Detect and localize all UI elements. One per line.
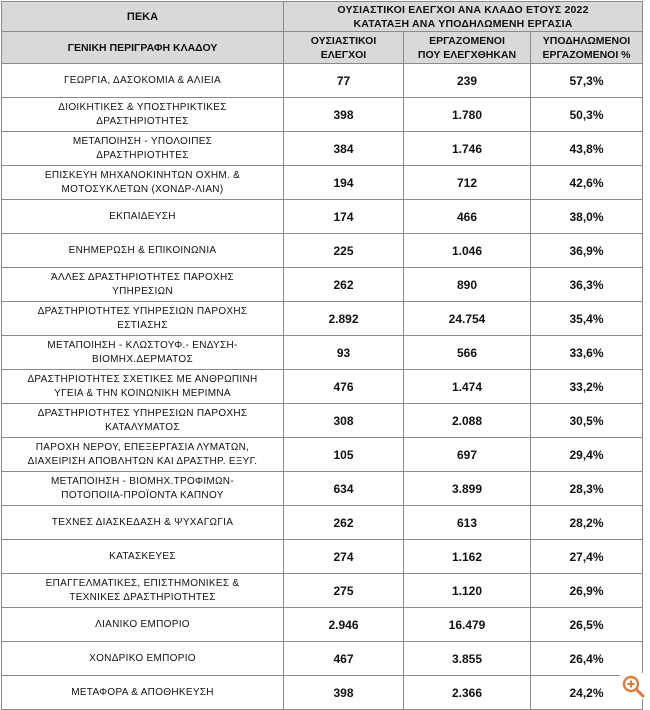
- checks-count: 398: [284, 98, 404, 132]
- workers-checked: 1.120: [404, 574, 531, 608]
- checks-count: 262: [284, 268, 404, 302]
- checks-count: 308: [284, 404, 404, 438]
- table-row: [2, 64, 643, 98]
- sector-name: ΚΑΤΑΣΚΕΥΕΣ: [2, 540, 284, 574]
- workers-checked: 2.366: [404, 676, 531, 710]
- table-row: [2, 336, 643, 370]
- sector-name: ΧΟΝΔΡΙΚΟ ΕΜΠΟΡΙΟ: [2, 642, 284, 676]
- column-header-undeclared: ΥΠΟΔΗΛΩΜΕΝΟΙ ΕΡΓΑΖΟΜΕΝΟΙ %: [531, 32, 643, 64]
- table-row: [2, 540, 643, 574]
- sector-name: ΔΡΑΣΤΗΡΙΟΤΗΤΕΣ ΥΠΗΡΕΣΙΩΝ ΠΑΡΟΧΗΣ ΚΑΤΑΛΥΜΑΤΟΣ: [2, 404, 284, 438]
- sector-name: ΔΡΑΣΤΗΡΙΟΤΗΤΕΣ ΣΧΕΤΙΚΕΣ ΜΕ ΑΝΘΡΩΠΙΝΗ ΥΓΕΙΑ & ΤΗΝ ΚΟΙΝΩΝΙΚΗ ΜΕΡΙΜΝΑ: [2, 370, 284, 404]
- checks-count: 2.946: [284, 608, 404, 642]
- table-row: [2, 268, 643, 302]
- checks-count: 398: [284, 676, 404, 710]
- checks-count: 194: [284, 166, 404, 200]
- column-header-workers: ΕΡΓΑΖΟΜΕΝΟΙ ΠΟΥ ΕΛΕΓΧΘΗΚΑΝ: [404, 32, 531, 64]
- workers-checked: 3.899: [404, 472, 531, 506]
- workers-checked: 697: [404, 438, 531, 472]
- workers-checked: 1.046: [404, 234, 531, 268]
- undeclared-percent: 42,6%: [531, 166, 643, 200]
- undeclared-percent: 43,8%: [531, 132, 643, 166]
- workers-checked: 466: [404, 200, 531, 234]
- undeclared-percent: 33,6%: [531, 336, 643, 370]
- undeclared-percent: 26,9%: [531, 574, 643, 608]
- table-row: [2, 404, 643, 438]
- undeclared-percent: 30,5%: [531, 404, 643, 438]
- sector-name: ΤΕΧΝΕΣ ΔΙΑΣΚΕΔΑΣΗ & ΨΥΧΑΓΩΓΙΑ: [2, 506, 284, 540]
- column-header-sector: ΓΕΝΙΚΗ ΠΕΡΙΓΡΑΦΗ ΚΛΑΔΟΥ: [2, 32, 284, 64]
- region-header: ΠΕΚΑ: [2, 2, 284, 32]
- undeclared-percent: 57,3%: [531, 64, 643, 98]
- sector-name: ΕΠΑΓΓΕΛΜΑΤΙΚΕΣ, ΕΠΙΣΤΗΜΟΝΙΚΕΣ & ΤΕΧΝΙΚΕΣ ΔΡΑΣΤΗΡΙΟΤΗΤΕΣ: [2, 574, 284, 608]
- undeclared-percent: 24,2%: [531, 676, 643, 710]
- undeclared-percent: 38,0%: [531, 200, 643, 234]
- table-row: [2, 166, 643, 200]
- undeclared-percent: 36,9%: [531, 234, 643, 268]
- undeclared-percent: 28,2%: [531, 506, 643, 540]
- checks-count: 2.892: [284, 302, 404, 336]
- checks-count: 93: [284, 336, 404, 370]
- table-row: [2, 472, 643, 506]
- table-title-line1: ΟΥΣΙΑΣΤΙΚΟΙ ΕΛΕΓΧΟΙ ΑΝΑ ΚΛΑΔΟ ΕΤΟΥΣ 2022: [337, 3, 589, 16]
- sector-name: ΜΕΤΑΦΟΡΑ & ΑΠΟΘΗΚΕΥΣΗ: [2, 676, 284, 710]
- sector-checks-table: [1, 1, 643, 710]
- workers-checked: 1.162: [404, 540, 531, 574]
- sector-name: ΕΝΗΜΕΡΩΣΗ & ΕΠΙΚΟΙΝΩΝΙΑ: [2, 234, 284, 268]
- sector-name: ΕΚΠΑΙΔΕΥΣΗ: [2, 200, 284, 234]
- workers-checked: 890: [404, 268, 531, 302]
- table-title: [284, 2, 643, 32]
- sector-name: ΜΕΤΑΠΟΙΗΣΗ - ΚΛΩΣΤΟΥΦ.- ΕΝΔΥΣΗ- ΒΙΟΜΗΧ.ΔΕΡΜΑΤΟΣ: [2, 336, 284, 370]
- sector-name: ΔΙΟΙΚΗΤΙΚΕΣ & ΥΠΟΣΤΗΡΙΚΤΙΚΕΣ ΔΡΑΣΤΗΡΙΟΤΗΤΕΣ: [2, 98, 284, 132]
- checks-count: 225: [284, 234, 404, 268]
- workers-checked: 566: [404, 336, 531, 370]
- table-row: [2, 132, 643, 166]
- workers-checked: 239: [404, 64, 531, 98]
- checks-count: 384: [284, 132, 404, 166]
- checks-count: 262: [284, 506, 404, 540]
- undeclared-percent: 33,2%: [531, 370, 643, 404]
- undeclared-percent: 50,3%: [531, 98, 643, 132]
- workers-checked: 613: [404, 506, 531, 540]
- checks-count: 77: [284, 64, 404, 98]
- sector-name: ΓΕΩΡΓΙΑ, ΔΑΣΟΚΟΜΙΑ & ΑΛΙΕΙΑ: [2, 64, 284, 98]
- workers-checked: 1.746: [404, 132, 531, 166]
- table-row: [2, 200, 643, 234]
- checks-count: 476: [284, 370, 404, 404]
- zoom-button[interactable]: [620, 673, 646, 699]
- undeclared-percent: 35,4%: [531, 302, 643, 336]
- column-header-checks: ΟΥΣΙΑΣΤΙΚΟΙ ΕΛΕΓΧΟΙ: [284, 32, 404, 64]
- workers-checked: 1.780: [404, 98, 531, 132]
- workers-checked: 24.754: [404, 302, 531, 336]
- checks-count: 634: [284, 472, 404, 506]
- undeclared-percent: 28,3%: [531, 472, 643, 506]
- table-row: [2, 574, 643, 608]
- workers-checked: 16.479: [404, 608, 531, 642]
- undeclared-percent: 27,4%: [531, 540, 643, 574]
- undeclared-percent: 36,3%: [531, 268, 643, 302]
- checks-count: 174: [284, 200, 404, 234]
- table-title-line2: ΚΑΤΑΤΑΞΗ ΑΝΑ ΥΠΟΔΗΛΩΜΕΝΗ ΕΡΓΑΣΙΑ: [353, 17, 573, 30]
- undeclared-percent: 26,4%: [531, 642, 643, 676]
- sector-name: ΠΑΡΟΧΗ ΝΕΡΟΥ, ΕΠΕΞΕΡΓΑΣΙΑ ΛΥΜΑΤΩΝ, ΔΙΑΧΕΙΡΙΣΗ ΑΠΟΒΛΗΤΩΝ ΚΑΙ ΔΡΑΣΤΗΡ. ΕΞΥΓ.: [2, 438, 284, 472]
- undeclared-percent: 26,5%: [531, 608, 643, 642]
- checks-count: 274: [284, 540, 404, 574]
- table-row: [2, 608, 643, 642]
- table-row: [2, 234, 643, 268]
- table-row: [2, 506, 643, 540]
- workers-checked: 1.474: [404, 370, 531, 404]
- sector-name: ΜΕΤΑΠΟΙΗΣΗ - ΥΠΟΛΟΙΠΕΣ ΔΡΑΣΤΗΡΙΟΤΗΤΕΣ: [2, 132, 284, 166]
- table-row: [2, 438, 643, 472]
- table-row: [2, 98, 643, 132]
- sector-name: ΆΛΛΕΣ ΔΡΑΣΤΗΡΙΟΤΗΤΕΣ ΠΑΡΟΧΗΣ ΥΠΗΡΕΣΙΩΝ: [2, 268, 284, 302]
- workers-checked: 712: [404, 166, 531, 200]
- sector-name: ΕΠΙΣΚΕΥΗ ΜΗΧΑΝΟΚΙΝΗΤΩΝ ΟΧΗΜ. & ΜΟΤΟΣΥΚΛΕΤΩΝ (ΧΟΝΔΡ-ΛΙΑΝ): [2, 166, 284, 200]
- table-row: [2, 302, 643, 336]
- table-body: [2, 64, 643, 710]
- workers-checked: 2.088: [404, 404, 531, 438]
- table-row: [2, 642, 643, 676]
- checks-count: 467: [284, 642, 404, 676]
- sector-name: ΛΙΑΝΙΚΟ ΕΜΠΟΡΙΟ: [2, 608, 284, 642]
- checks-count: 275: [284, 574, 404, 608]
- zoom-in-icon: [620, 673, 646, 699]
- workers-checked: 3.855: [404, 642, 531, 676]
- checks-count: 105: [284, 438, 404, 472]
- undeclared-percent: 29,4%: [531, 438, 643, 472]
- sector-name: ΜΕΤΑΠΟΙΗΣΗ - ΒΙΟΜΗΧ.ΤΡΟΦΙΜΩΝ- ΠΟΤΟΠΟΙΙΑ-ΠΡΟΪΟΝΤΑ ΚΑΠΝΟΥ: [2, 472, 284, 506]
- table-row: [2, 370, 643, 404]
- sector-name: ΔΡΑΣΤΗΡΙΟΤΗΤΕΣ ΥΠΗΡΕΣΙΩΝ ΠΑΡΟΧΗΣ ΕΣΤΙΑΣΗΣ: [2, 302, 284, 336]
- table-row: [2, 676, 643, 710]
